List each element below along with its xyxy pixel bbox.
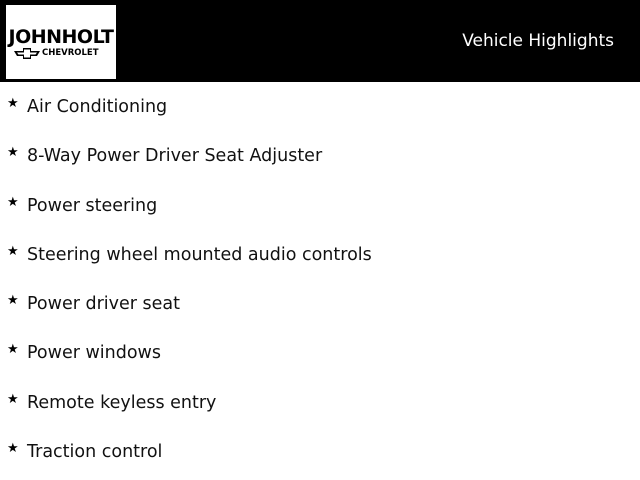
star-icon: ★ [7,145,19,161]
feature-label: Power driver seat [27,294,180,315]
feature-item [0,428,640,477]
feature-item [0,280,640,329]
star-icon: ★ [7,293,19,309]
feature-item [0,231,640,280]
feature-label: Remote keyless entry [27,392,217,413]
star-icon: ★ [7,243,19,259]
feature-label: Air Conditioning [27,97,168,117]
header-bar [0,0,640,82]
logo-sub-text: CHEVROLET [42,48,99,58]
star-icon: ★ [7,391,19,407]
star-icon: ★ [7,194,19,210]
feature-label: Power windows [27,343,161,364]
feature-label: 8-Way Power Driver Seat Adjuster [27,146,323,167]
page-title: Vehicle Highlights [462,31,614,51]
feature-label: Traction control [27,442,163,463]
feature-item [0,132,640,181]
feature-label: Power steering [27,195,158,216]
feature-label: Steering wheel mounted audio controls [27,244,372,265]
dealer-logo [6,5,116,79]
logo-main-text: JOHNHOLT [8,26,114,48]
star-icon: ★ [7,342,19,358]
feature-item [0,83,640,132]
chevrolet-bowtie-icon [14,48,40,59]
feature-item [0,379,640,428]
star-icon: ★ [7,96,19,111]
feature-item [0,182,640,231]
star-icon: ★ [7,441,19,457]
feature-list [0,83,640,477]
feature-item [0,329,640,378]
